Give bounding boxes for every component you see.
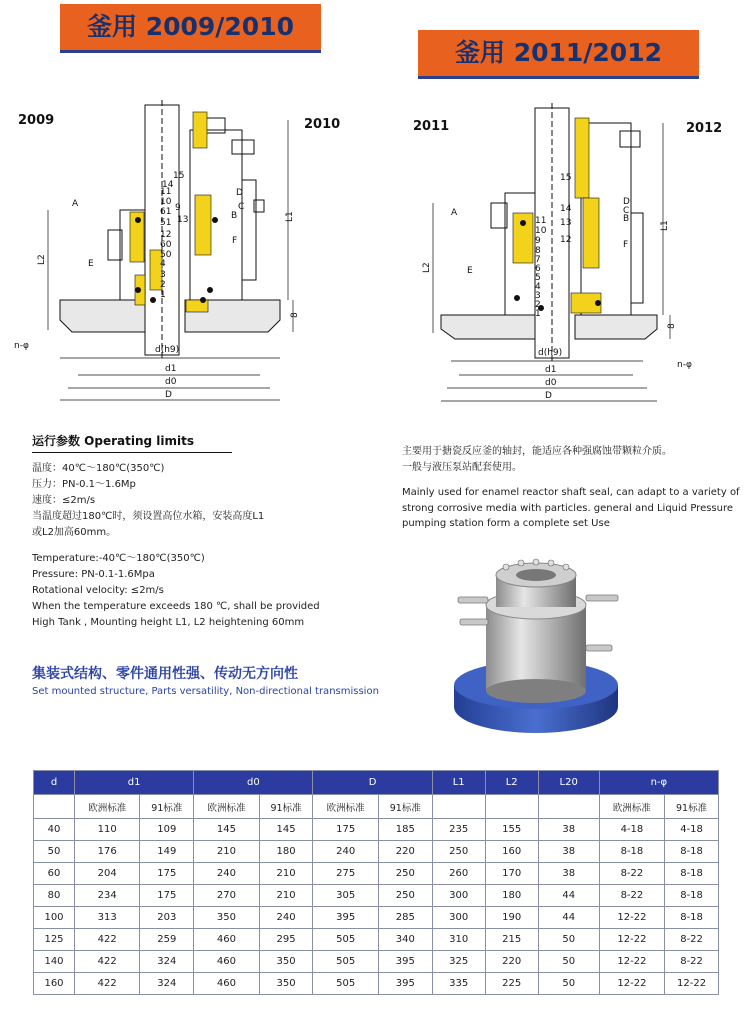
table-cell: 313 <box>75 907 140 929</box>
col-header-L20: L20 <box>538 771 599 795</box>
table-cell: 140 <box>34 951 75 973</box>
table-cell: 259 <box>140 929 194 951</box>
param-en-line: Pressure: PN-0.1-1.6Mpa <box>32 569 155 580</box>
table-row <box>34 841 719 863</box>
table-cell: 170 <box>485 863 538 885</box>
port-label: E <box>88 259 94 269</box>
table-cell: 12-22 <box>599 951 664 973</box>
table-body <box>34 819 719 995</box>
part-label: 10 <box>160 197 172 207</box>
table-cell: 210 <box>259 885 313 907</box>
table-cell: 210 <box>259 863 313 885</box>
table-cell: 125 <box>34 929 75 951</box>
table-cell: 180 <box>259 841 313 863</box>
table-cell: 305 <box>313 885 378 907</box>
port-label: B <box>231 211 238 221</box>
param-cn-line: 温度：40℃～180℃(350℃) <box>32 463 165 474</box>
table-cell: 285 <box>378 907 432 929</box>
col-header-d0: d0 <box>194 771 313 795</box>
table-cell: 160 <box>34 973 75 995</box>
table-cell: 250 <box>432 841 485 863</box>
table-cell: 50 <box>538 929 599 951</box>
table-cell: 324 <box>140 951 194 973</box>
title-underline <box>32 452 232 453</box>
dim-label: d0 <box>545 378 557 388</box>
table-cell: 44 <box>538 885 599 907</box>
part-label: 13 <box>560 218 572 228</box>
table-cell: 8-22 <box>599 863 664 885</box>
table-row <box>34 973 719 995</box>
sub-header-cell <box>538 795 599 819</box>
table-cell: 395 <box>378 973 432 995</box>
port-label: D <box>236 188 243 198</box>
table-cell: 300 <box>432 885 485 907</box>
desc-en-line: strong corrosive media with particles. general and Liquid Pressure <box>402 502 734 514</box>
dim-label: 8 <box>290 312 300 318</box>
table-cell: 50 <box>538 951 599 973</box>
table-cell: 350 <box>259 973 313 995</box>
table-cell: 155 <box>485 819 538 841</box>
table-cell: 176 <box>75 841 140 863</box>
dim-label: L2 <box>422 262 432 273</box>
table-row <box>34 929 719 951</box>
port-label: D <box>623 197 630 207</box>
dim-label: d(h9) <box>538 348 563 358</box>
col-header-n-phi: n-φ <box>599 771 718 795</box>
desc-cn-line: 一般与液压泵站配套使用。 <box>402 461 522 473</box>
port-label: B <box>623 214 630 224</box>
table-cell: 180 <box>485 885 538 907</box>
desc-en-line: pumping station form a complete set Use <box>402 518 610 529</box>
seal-drawing-2009-2010 <box>10 100 310 410</box>
desc-cn-line: 主要用于搪瓷反应釜的轴封，能适应各种强腐蚀带颗粒介质。 <box>402 446 672 457</box>
part-label: 51 <box>160 218 172 228</box>
model-label-2012: 2012 <box>686 121 723 136</box>
table-cell: 210 <box>194 841 259 863</box>
col-header-L1: L1 <box>432 771 485 795</box>
port-label: A <box>451 208 458 218</box>
table-row <box>34 907 719 929</box>
specification-table <box>33 770 719 995</box>
table-cell: 8-18 <box>665 885 719 907</box>
table-cell: 260 <box>432 863 485 885</box>
table-cell: 8-18 <box>599 841 664 863</box>
part-label: 6 <box>535 264 541 274</box>
model-label-2009: 2009 <box>18 113 55 128</box>
banner-2009-2010: 釜用 2009/2010 <box>60 4 321 50</box>
model-label-2011: 2011 <box>413 119 450 134</box>
sub-header-cell: 91标准 <box>259 795 313 819</box>
table-cell: 44 <box>538 907 599 929</box>
table-cell: 235 <box>432 819 485 841</box>
desc-en-line: Mainly used for enamel reactor shaft seal, can adapt to a variety of <box>402 487 740 498</box>
table-cell: 240 <box>194 863 259 885</box>
table-cell: 110 <box>75 819 140 841</box>
table-cell: 422 <box>75 951 140 973</box>
sub-header-cell: 91标准 <box>665 795 719 819</box>
table-cell: 50 <box>34 841 75 863</box>
port-label: A <box>72 199 79 209</box>
part-label: 12 <box>160 230 172 240</box>
table-cell: 460 <box>194 951 259 973</box>
sub-header-cell: 欧洲标准 <box>599 795 664 819</box>
dim-label: d0 <box>165 377 177 387</box>
table-cell: 145 <box>194 819 259 841</box>
part-label: 9 <box>175 203 181 213</box>
table-cell: 340 <box>378 929 432 951</box>
table-cell: 240 <box>259 907 313 929</box>
table-cell: 350 <box>259 951 313 973</box>
slogan-english: Set mounted structure, Parts versatility, Non-directional transmission <box>32 686 379 697</box>
part-label: 60 <box>160 240 172 250</box>
table-cell: 422 <box>75 929 140 951</box>
sub-header-cell: 欧洲标准 <box>75 795 140 819</box>
table-cell: 225 <box>485 973 538 995</box>
operating-parameters <box>32 461 362 631</box>
table-cell: 240 <box>313 841 378 863</box>
table-cell: 310 <box>432 929 485 951</box>
param-en-line: Temperature:-40℃～180℃(350℃) <box>32 553 205 564</box>
table-cell: 50 <box>538 973 599 995</box>
seal-drawing-2011-2012 <box>395 103 705 413</box>
table-cell: 145 <box>259 819 313 841</box>
sub-header-cell <box>432 795 485 819</box>
table-cell: 350 <box>194 907 259 929</box>
table-cell: 295 <box>259 929 313 951</box>
dim-label: L1 <box>660 220 670 231</box>
param-en-line: When the temperature exceeds 180 ℃, shall be provided <box>32 601 320 612</box>
table-cell: 40 <box>34 819 75 841</box>
table-cell: 4-18 <box>665 819 719 841</box>
table-cell: 505 <box>313 973 378 995</box>
table-cell: 185 <box>378 819 432 841</box>
part-label: 14 <box>162 180 174 190</box>
part-label: 13 <box>177 215 189 225</box>
part-label: 1 <box>535 309 541 319</box>
table-cell: 8-22 <box>665 929 719 951</box>
table-cell: 460 <box>194 929 259 951</box>
mechanical-seal-photo <box>436 545 636 745</box>
product-description <box>402 444 740 532</box>
table-cell: 4-18 <box>599 819 664 841</box>
table-row <box>34 951 719 973</box>
table-cell: 12-22 <box>665 973 719 995</box>
table-cell: 324 <box>140 973 194 995</box>
model-label-2010: 2010 <box>304 117 341 132</box>
table-cell: 149 <box>140 841 194 863</box>
param-cn-line: 当温度超过180℃时，须设置高位水箱，安装高度L1 <box>32 511 265 522</box>
table-cell: 505 <box>313 929 378 951</box>
param-en-line: Rotational velocity: ≤2m/s <box>32 585 164 596</box>
table-cell: 175 <box>140 885 194 907</box>
part-label: 14 <box>560 204 572 214</box>
table-row <box>34 863 719 885</box>
table-cell: 8-18 <box>665 863 719 885</box>
port-label: C <box>238 202 245 212</box>
table-cell: 203 <box>140 907 194 929</box>
table-subheader-row <box>34 795 719 819</box>
table-cell: 160 <box>485 841 538 863</box>
part-label: 3 <box>160 270 166 280</box>
table-cell: 250 <box>378 885 432 907</box>
dim-label: D <box>165 390 172 400</box>
col-header-d: d <box>34 771 75 795</box>
table-cell: 175 <box>140 863 194 885</box>
col-header-d1: d1 <box>75 771 194 795</box>
table-cell: 220 <box>485 951 538 973</box>
sub-header-cell: 欧洲标准 <box>313 795 378 819</box>
table-cell: 8-18 <box>665 841 719 863</box>
table-row <box>34 885 719 907</box>
table-cell: 204 <box>75 863 140 885</box>
param-cn-line: 速度：≤2m/s <box>32 495 96 506</box>
banner-stripe <box>60 50 321 53</box>
part-label: 3 <box>535 291 541 301</box>
table-cell: 460 <box>194 973 259 995</box>
part-label: 1 <box>160 290 166 300</box>
banner-2011-2012: 釜用 2011/2012 <box>418 30 699 76</box>
sub-header-cell: 欧洲标准 <box>194 795 259 819</box>
col-header-L2: L2 <box>485 771 538 795</box>
part-label: 50 <box>160 250 172 260</box>
part-label: 4 <box>535 282 541 292</box>
part-label: 15 <box>173 171 185 181</box>
sub-header-cell <box>34 795 75 819</box>
table-cell: 395 <box>313 907 378 929</box>
slogan-chinese: 集装式结构、零件通用性强、传动无方向性 <box>32 666 298 682</box>
table-cell: 60 <box>34 863 75 885</box>
dim-label: n-φ <box>677 360 692 370</box>
table-cell: 8-22 <box>665 951 719 973</box>
table-cell: 505 <box>313 951 378 973</box>
part-label: 12 <box>560 235 572 245</box>
dim-label: n-φ <box>14 341 29 351</box>
table-cell: 275 <box>313 863 378 885</box>
table-cell: 100 <box>34 907 75 929</box>
part-label: 61 <box>160 207 172 217</box>
operating-limits-title: 运行参数 Operating limits <box>32 434 195 448</box>
table-cell: 325 <box>432 951 485 973</box>
sub-header-cell <box>485 795 538 819</box>
table-cell: 38 <box>538 841 599 863</box>
part-label: 9 <box>535 236 541 246</box>
part-label: 10 <box>535 226 547 236</box>
table-cell: 422 <box>75 973 140 995</box>
banner-stripe <box>418 76 699 79</box>
table-cell: 80 <box>34 885 75 907</box>
part-label: 2 <box>160 280 166 290</box>
table-cell: 190 <box>485 907 538 929</box>
param-en-line: High Tank , Mounting height L1, L2 heightening 60mm <box>32 617 305 628</box>
dim-label: 8 <box>667 323 677 329</box>
table-cell: 234 <box>75 885 140 907</box>
dim-label: L1 <box>285 211 295 222</box>
dim-label: d1 <box>165 364 177 374</box>
col-header-D: D <box>313 771 432 795</box>
table-cell: 8-18 <box>665 907 719 929</box>
table-cell: 8-22 <box>599 885 664 907</box>
table-cell: 335 <box>432 973 485 995</box>
table-cell: 38 <box>538 863 599 885</box>
table-cell: 109 <box>140 819 194 841</box>
dim-label: D <box>545 391 552 401</box>
dim-label: L2 <box>37 254 47 265</box>
port-label: C <box>623 206 630 216</box>
part-label: 2 <box>535 300 541 310</box>
sub-header-cell: 91标准 <box>140 795 194 819</box>
table-cell: 395 <box>378 951 432 973</box>
dim-label: d(h9) <box>155 345 180 355</box>
table-cell: 270 <box>194 885 259 907</box>
table-header-row <box>34 771 719 795</box>
port-label: E <box>467 266 473 276</box>
table-cell: 175 <box>313 819 378 841</box>
sub-header-cell: 91标准 <box>378 795 432 819</box>
table-cell: 215 <box>485 929 538 951</box>
part-label: 11 <box>535 216 547 226</box>
table-cell: 300 <box>432 907 485 929</box>
port-label: F <box>232 236 238 246</box>
table-cell: 12-22 <box>599 907 664 929</box>
part-label: 4 <box>160 259 166 269</box>
part-label: 7 <box>535 255 541 265</box>
param-cn-line: 压力：PN-0.1～1.6Mp <box>32 479 136 490</box>
part-label: 11 <box>160 187 172 197</box>
part-label: 8 <box>535 246 541 256</box>
part-label: 5 <box>535 273 541 283</box>
table-cell: 220 <box>378 841 432 863</box>
dim-label: d1 <box>545 365 557 375</box>
port-label: F <box>623 240 629 250</box>
table-cell: 12-22 <box>599 929 664 951</box>
table-cell: 12-22 <box>599 973 664 995</box>
table-cell: 38 <box>538 819 599 841</box>
table-row <box>34 819 719 841</box>
table-cell: 250 <box>378 863 432 885</box>
part-label: 15 <box>560 173 572 183</box>
param-cn-line: 或L2加高60mm。 <box>32 527 117 538</box>
